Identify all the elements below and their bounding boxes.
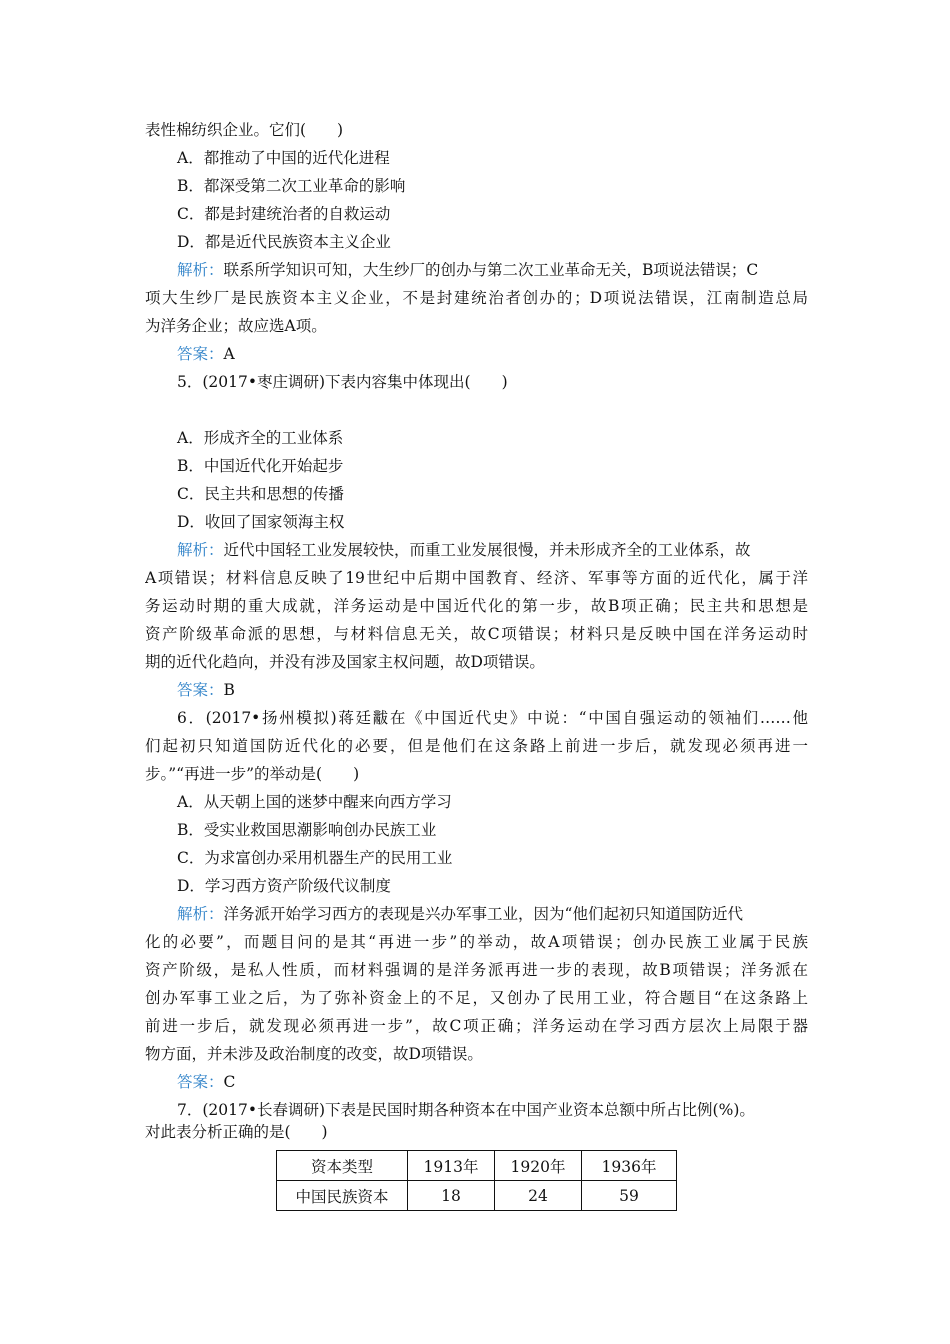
answer-value: C xyxy=(223,1073,236,1091)
table-cell: 59 xyxy=(582,1181,677,1211)
table-cell: 18 xyxy=(408,1181,495,1211)
answer-line xyxy=(177,1072,235,1092)
option-d: D．学习西方资产阶级代议制度 xyxy=(177,877,391,895)
option-a: A．形成齐全的工业体系 xyxy=(177,429,344,447)
analysis-line: 期的近代化趋向，并没有涉及国家主权问题，故D项错误。 xyxy=(145,653,545,671)
option-d: D．都是近代民族资本主义企业 xyxy=(177,233,391,251)
option-b: B．受实业救国思潮影响创办民族工业 xyxy=(177,821,437,839)
option-b: B．都深受第二次工业革命的影响 xyxy=(177,177,406,195)
text-line: 表性棉纺织企业。它们( ) xyxy=(145,121,344,139)
table-header-row xyxy=(277,1151,677,1181)
analysis-text: 近代中国轻工业发展较快，而重工业发展很慢，并未形成齐全的工业体系，故 xyxy=(223,541,751,559)
option-d: D．收回了国家领海主权 xyxy=(177,513,345,531)
table-header-cell: 1936年 xyxy=(582,1151,677,1181)
analysis-line: 项大生纱厂是民族资本主义企业，不是封建统治者创办的；D项说法错误，江南制造总局 xyxy=(145,289,808,307)
question-6-line: 步。”“再进一步”的举动是( ) xyxy=(145,765,360,783)
analysis-line xyxy=(177,904,743,924)
table-cell: 24 xyxy=(495,1181,582,1211)
analysis-text: 洋务派开始学习西方的表现是兴办军事工业，因为“他们起初只知道国防近代 xyxy=(223,905,743,923)
table-header-cell: 1920年 xyxy=(495,1151,582,1181)
option-b: B．中国近代化开始起步 xyxy=(177,457,344,475)
analysis-line xyxy=(177,540,751,560)
analysis-line: 资产阶级革命派的思想，与材料信息无关，故C项错误；材料只是反映中国在洋务运动时 xyxy=(145,625,808,643)
question-7-line: 对此表分析正确的是( ) xyxy=(145,1123,328,1141)
table-header-cell: 资本类型 xyxy=(277,1151,408,1181)
capital-table xyxy=(276,1150,677,1211)
question-6-line: 们起初只知道国防近代化的必要，但是他们在这条路上前进一步后，就发现必须再进一 xyxy=(145,737,808,755)
answer-label: 答案： xyxy=(177,345,224,363)
analysis-text: 联系所学知识可知，大生纱厂的创办与第二次工业革命无关，B项说法错误；C xyxy=(223,261,759,279)
answer-line xyxy=(177,344,235,364)
analysis-line xyxy=(177,260,758,280)
question-6: 6．(2017•扬州模拟)蒋廷黻在《中国近代史》中说：“中国自强运动的领袖们……他 xyxy=(177,709,808,727)
option-c: C．为求富创办采用机器生产的民用工业 xyxy=(177,849,453,867)
answer-line xyxy=(177,680,235,700)
option-a: A．都推动了中国的近代化进程 xyxy=(177,149,390,167)
analysis-line: 创办军事工业之后，为了弥补资金上的不足，又创办了民用工业，符合题目“在这条路上 xyxy=(145,989,808,1007)
option-c: C．民主共和思想的传播 xyxy=(177,485,344,503)
analysis-line: 物方面，并未涉及政治制度的改变，故D项错误。 xyxy=(145,1045,483,1063)
answer-label: 答案： xyxy=(177,1073,224,1091)
option-c: C．都是封建统治者的自救运动 xyxy=(177,205,391,223)
analysis-line: 化的必要”，而题目问的是其“再进一步”的举动，故A项错误；创办民族工业属于民族 xyxy=(145,933,808,951)
answer-label: 答案： xyxy=(177,681,224,699)
answer-value: A xyxy=(223,345,235,363)
answer-value: B xyxy=(223,681,235,699)
table-header-cell: 1913年 xyxy=(408,1151,495,1181)
analysis-line: 资产阶级，是私人性质，而材料强调的是洋务派再进一步的表现，故B项错误；洋务派在 xyxy=(145,961,808,979)
analysis-label: 解析： xyxy=(177,905,224,923)
question-5: 5．(2017•枣庄调研)下表内容集中体现出( ) xyxy=(177,373,508,391)
analysis-line: 为洋务企业；故应选A项。 xyxy=(145,317,327,335)
analysis-label: 解析： xyxy=(177,541,224,559)
analysis-line: 前进一步后，就发现必须再进一步”，故C项正确；洋务运动在学习西方层次上局限于器 xyxy=(145,1017,808,1035)
analysis-line: 务运动时期的重大成就，洋务运动是中国近代化的第一步，故B项正确；民主共和思想是 xyxy=(145,597,808,615)
table-cell: 中国民族资本 xyxy=(277,1181,408,1211)
question-7: 7．(2017•长春调研)下表是民国时期各种资本在中国产业资本总额中所占比例(%)。 xyxy=(177,1101,755,1119)
table-row xyxy=(277,1181,677,1211)
option-a: A．从天朝上国的迷梦中醒来向西方学习 xyxy=(177,793,452,811)
analysis-label: 解析： xyxy=(177,261,224,279)
analysis-line: A项错误；材料信息反映了19世纪中后期中国教育、经济、军事等方面的近代化，属于洋 xyxy=(145,569,808,587)
